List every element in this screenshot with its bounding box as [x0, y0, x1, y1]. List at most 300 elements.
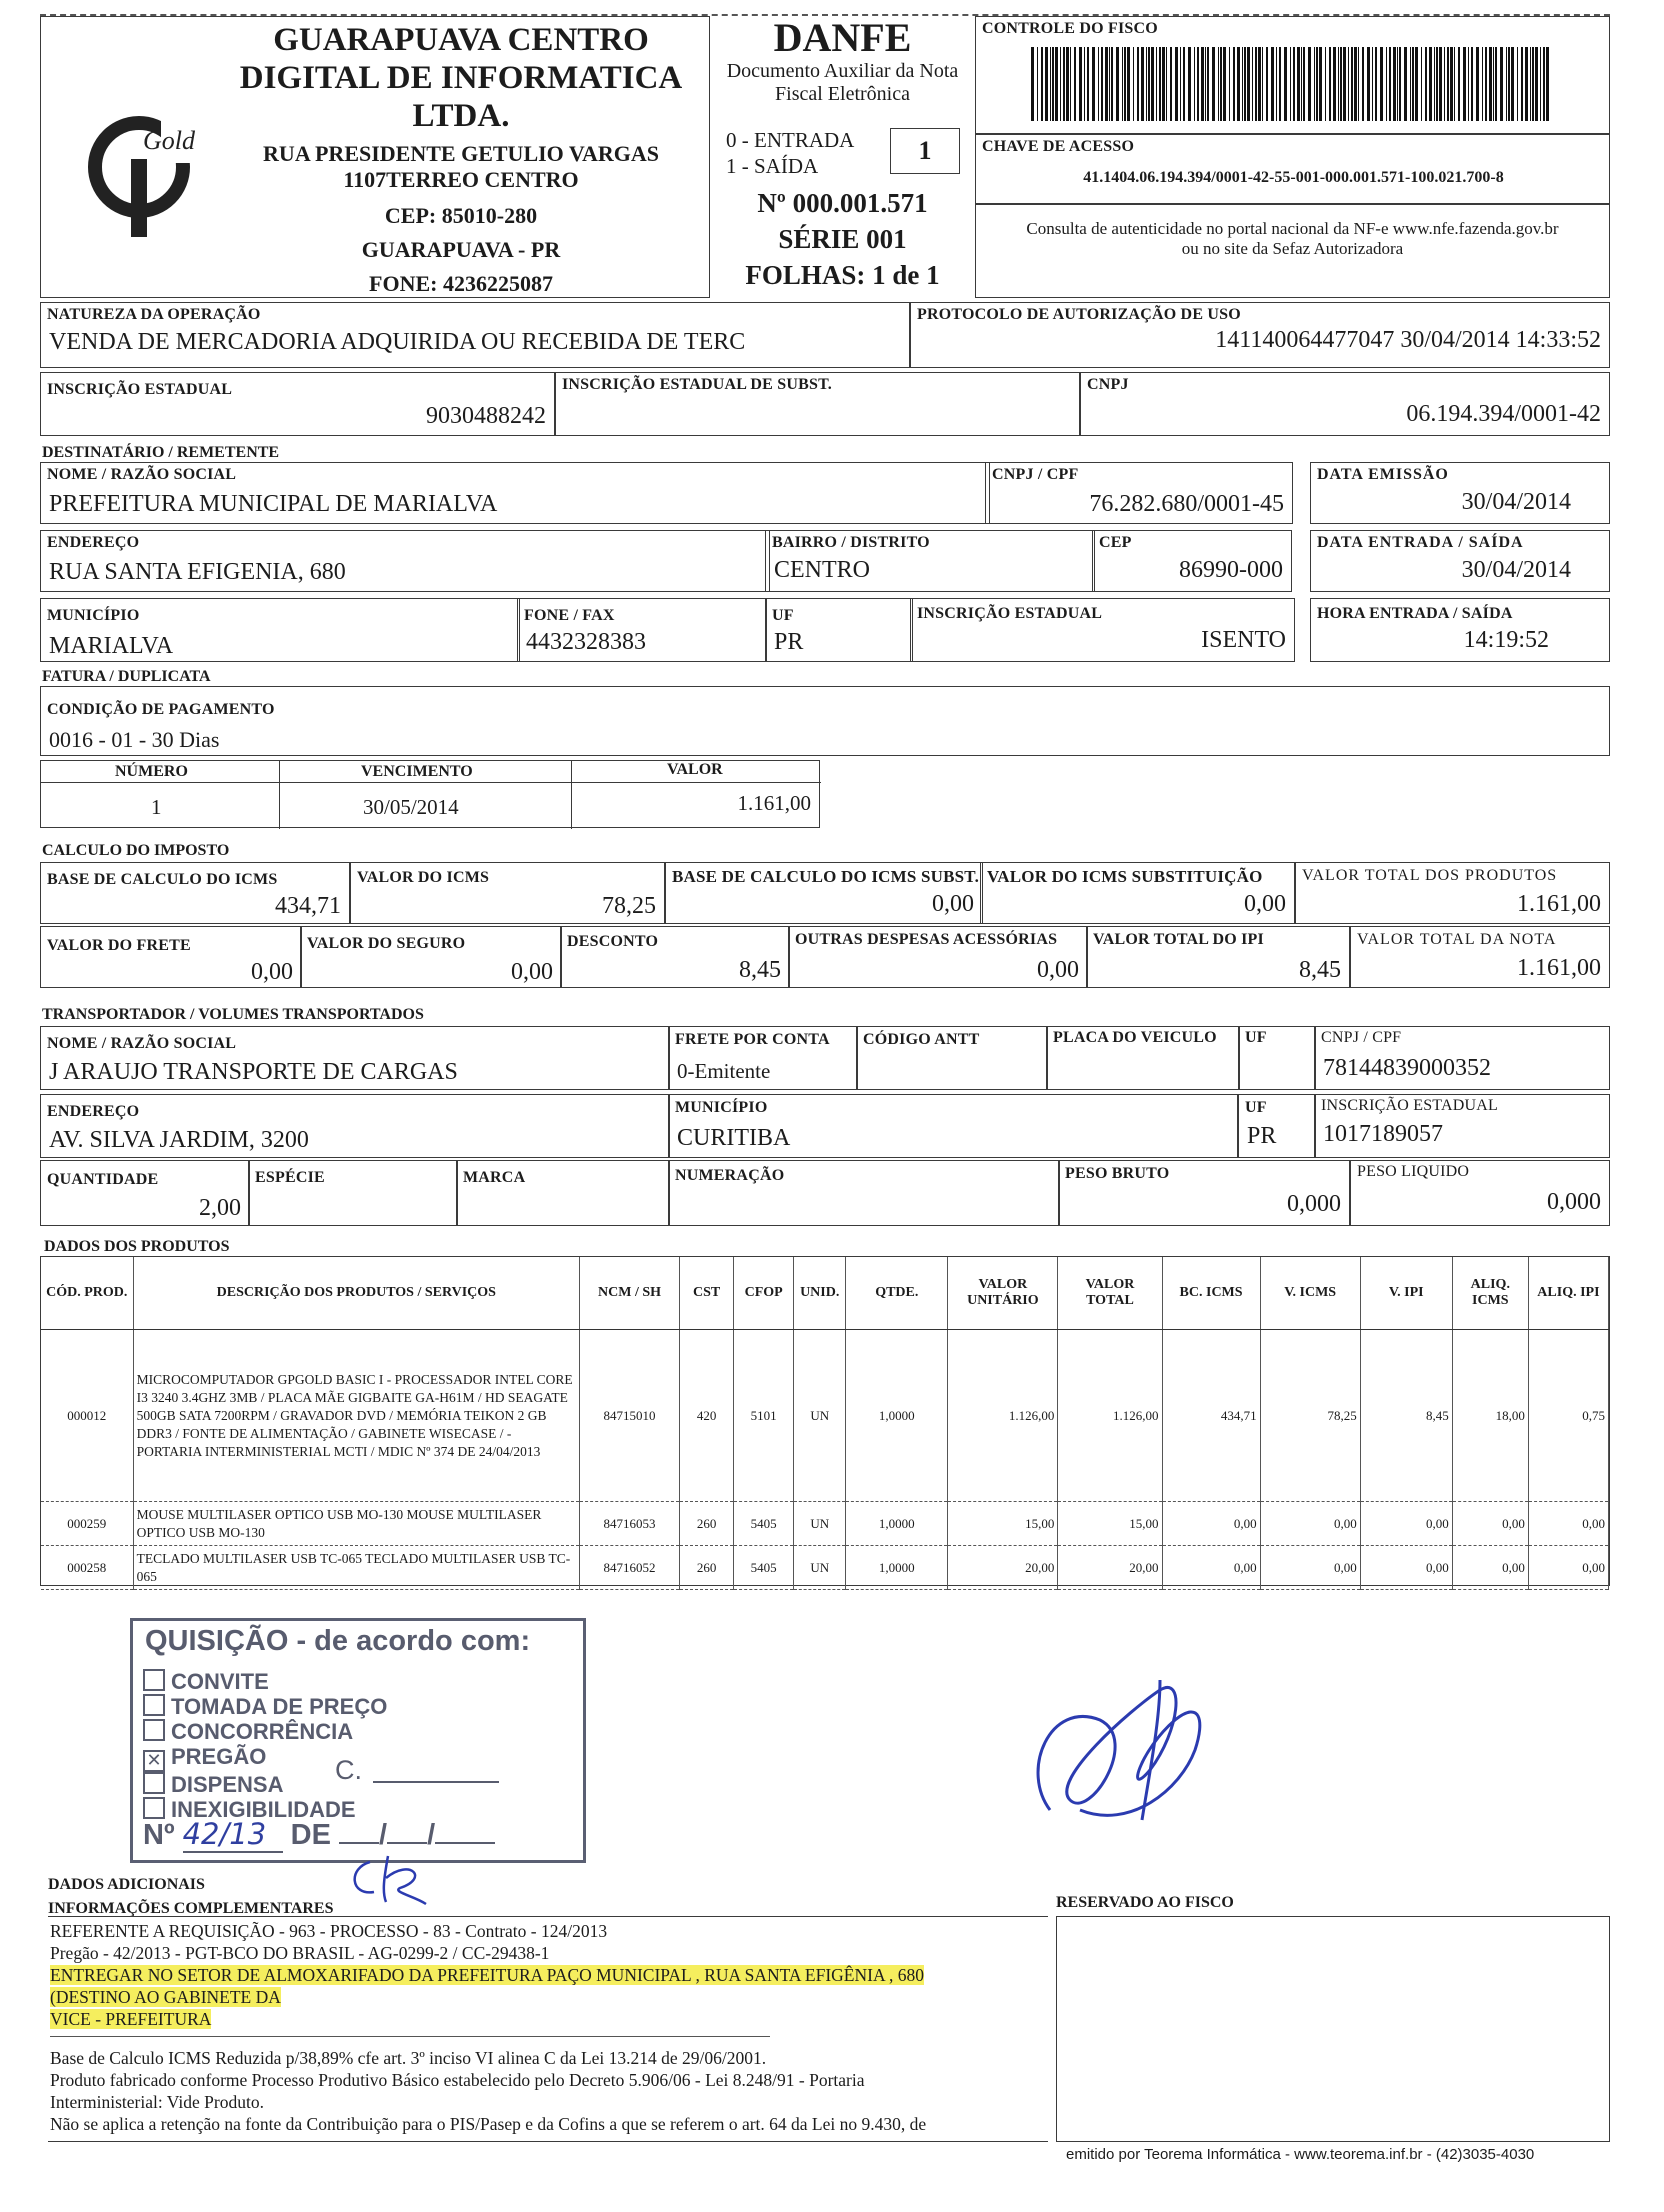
ie-box [40, 372, 555, 436]
total-prod-value: 1.161,00 [1517, 891, 1601, 917]
barcode-bar [1506, 47, 1507, 121]
barcode-bar [1124, 47, 1126, 121]
dest-nome-label: NOME / RAZÃO SOCIAL [47, 466, 237, 483]
barcode-bar [1489, 47, 1492, 121]
info-line-7: Produto fabricado conforme Processo Produtivo Básico estabelecido pelo Decreto 5.906/06 - Lei 8.248/91 - Portaria [50, 2070, 865, 2090]
barcode-bar [1314, 47, 1315, 121]
barcode-bar [1151, 47, 1154, 121]
company-name-3: LTDA. [412, 98, 510, 134]
barcode-bar [1434, 47, 1435, 121]
barcode-bar [1070, 47, 1071, 121]
table-cell: 1,0000 [846, 1330, 948, 1502]
table-cell: 84716053 [580, 1502, 680, 1546]
valor-icms-box [350, 862, 665, 924]
barcode-bar [1297, 47, 1300, 121]
dest-bairro-value: CENTRO [774, 557, 870, 583]
table-cell: 0,00 [1528, 1546, 1608, 1590]
total-nota-label: VALOR TOTAL DA NOTA [1357, 931, 1557, 948]
info-complementares-label: INFORMAÇÕES COMPLEMENTARES [48, 1900, 334, 1917]
transp-especie-box [248, 1160, 458, 1226]
danfe-type-box [890, 128, 960, 174]
barcode-bar [1170, 47, 1172, 121]
produtos-header-cell: VALOR TOTAL [1058, 1257, 1162, 1330]
info-line-5: VICE - PREFEITURA [50, 2009, 212, 2029]
barcode-bar [1233, 47, 1235, 121]
emitido-por-footer: emitido por Teorema Informática - www.teorema.inf.br - (42)3035-4030 [1066, 2146, 1535, 2163]
checked-box-icon: ✕ [143, 1750, 165, 1772]
table-cell: 8,45 [1360, 1330, 1452, 1502]
table-cell: 20,00 [948, 1546, 1058, 1590]
barcode-bar [1133, 47, 1134, 121]
dest-hora-value: 14:19:52 [1463, 627, 1549, 653]
produtos-header-cell: QTDE. [846, 1257, 948, 1330]
barcode-bar [1207, 47, 1209, 121]
transp-marca-box [456, 1160, 670, 1226]
seguro-value: 0,00 [511, 959, 553, 985]
table-cell: UN [794, 1502, 846, 1546]
barcode-bar [1159, 47, 1161, 121]
fatura-cond-label: CONDIÇÃO DE PAGAMENTO [47, 701, 275, 718]
barcode-bar [1454, 47, 1455, 121]
transp-uf2-box [1238, 1094, 1316, 1158]
barcode-bar [1530, 47, 1531, 121]
consulta-line-2: ou no site da Sefaz Autorizadora [1181, 239, 1404, 258]
dest-nome-box [40, 462, 990, 524]
transp-ie-value: 1017189057 [1323, 1121, 1443, 1147]
dest-emissao-value: 30/04/2014 [1461, 489, 1571, 515]
transp-municipio-label: MUNICÍPIO [675, 1099, 768, 1116]
transp-uf-label: UF [1245, 1029, 1267, 1046]
produtos-header-cell: ALIQ. ICMS [1452, 1257, 1528, 1330]
transp-placa-box [1046, 1026, 1240, 1090]
transp-liquido-value: 0,000 [1547, 1189, 1601, 1215]
table-cell: 5101 [734, 1330, 794, 1502]
produtos-table [41, 1257, 1609, 1590]
dest-fone-label: FONE / FAX [524, 607, 615, 624]
barcode-bar [1031, 47, 1034, 121]
dest-ie-value: ISENTO [1201, 627, 1286, 653]
natureza-value: VENDA DE MERCADORIA ADQUIRIDA OU RECEBIDA DE TERC [49, 329, 746, 355]
barcode-bar [1194, 47, 1195, 121]
barcode-bar [1242, 47, 1243, 121]
dest-cnpj-box [985, 462, 1293, 524]
base-icms-box [40, 862, 350, 924]
barcode-bar [1258, 47, 1261, 121]
barcode-bar [1397, 47, 1398, 121]
barcode-bar [1109, 47, 1110, 121]
stamp-de-label: DE [290, 1819, 331, 1851]
table-cell: 0,75 [1528, 1330, 1608, 1502]
produtos-header-cell: NCM / SH [580, 1257, 680, 1330]
barcode-bar [1116, 47, 1119, 121]
chave-acesso-box [975, 134, 1610, 204]
fatura-valor-value: 1.161,00 [737, 791, 811, 815]
fatura-cond-value: 0016 - 01 - 30 Dias [49, 727, 220, 752]
table-row [41, 1502, 1609, 1546]
table-cell: 15,00 [1058, 1502, 1162, 1546]
dest-uf-value: PR [774, 629, 804, 655]
natureza-label: NATUREZA DA OPERAÇÃO [47, 306, 261, 323]
barcode-bar [1045, 47, 1048, 121]
barcode-bar [1218, 47, 1219, 121]
barcode-bar [1386, 47, 1387, 121]
transp-nome-value: J ARAUJO TRANSPORTE DE CARGAS [49, 1059, 458, 1085]
dest-municipio-box [40, 598, 520, 662]
table-cell: 5405 [734, 1502, 794, 1546]
barcode-bar [1244, 47, 1246, 121]
dest-municipio-value: MARIALVA [49, 633, 174, 659]
protocolo-label: PROTOCOLO DE AUTORIZAÇÃO DE USO [917, 306, 1241, 323]
danfe-subtitle-1: Documento Auxiliar da Nota [726, 60, 959, 82]
emitter-box [40, 16, 710, 298]
stamp-option-label: CONCORRÊNCIA [171, 1719, 354, 1744]
produtos-header-cell: V. IPI [1360, 1257, 1452, 1330]
barcode-bar [1482, 47, 1483, 121]
dest-nome-value: PREFEITURA MUNICIPAL DE MARIALVA [49, 491, 498, 517]
dest-endereco-value: RUA SANTA EFIGENIA, 680 [49, 559, 346, 585]
table-cell: 5405 [734, 1546, 794, 1590]
info-line-1: REFERENTE A REQUISIÇÃO - 963 - PROCESSO - 83 - Contrato - 124/2013 [50, 1921, 608, 1941]
fatura-valor-label: VALOR [667, 761, 723, 778]
initials-icon [340, 1848, 430, 1908]
seguro-box [300, 926, 562, 988]
stamp-option-label: CONVITE [171, 1669, 269, 1694]
ipi-label: VALOR TOTAL DO IPI [1093, 931, 1264, 948]
frete-label: VALOR DO FRETE [47, 937, 191, 954]
barcode-bar [1183, 47, 1185, 121]
transp-frete-value: 0-Emitente [677, 1059, 771, 1083]
transp-qtd-label: QUANTIDADE [47, 1171, 159, 1188]
checkbox-icon [143, 1669, 165, 1691]
cnpj-emit-box [1080, 372, 1610, 436]
barcode-bar [1495, 47, 1497, 121]
table-cell: 1.126,00 [948, 1330, 1058, 1502]
base-icms-label: BASE DE CALCULO DO ICMS [47, 871, 278, 888]
barcode-bar [1500, 47, 1503, 121]
barcode-bar [1166, 47, 1167, 121]
transp-liquido-label: PESO LIQUIDO [1357, 1163, 1470, 1180]
barcode-bar [1197, 47, 1199, 121]
barcode-bar [1290, 47, 1291, 121]
produtos-header-cell: ALIQ. IPI [1528, 1257, 1608, 1330]
table-cell: 0,00 [1452, 1546, 1528, 1590]
barcode-bar [1546, 47, 1549, 121]
table-cell: 1.126,00 [1058, 1330, 1162, 1502]
barcode-bar [1052, 47, 1054, 121]
stamp-c-line [373, 1781, 499, 1783]
stamp-options [143, 1669, 387, 1822]
danfe-box [710, 16, 975, 298]
barcode-bar [1325, 47, 1326, 121]
barcode-bar [1188, 47, 1191, 121]
company-phone: FONE: 4236225087 [369, 271, 553, 296]
dest-bairro-box [765, 530, 1095, 592]
table-cell: 1,0000 [846, 1546, 948, 1590]
gold-logo-icon [71, 97, 211, 237]
barcode-bar [1458, 47, 1460, 121]
frete-box [40, 926, 302, 988]
base-icms-value: 434,71 [275, 893, 341, 919]
barcode-bar [1375, 47, 1377, 121]
transp-bruto-label: PESO BRUTO [1065, 1165, 1170, 1182]
desconto-label: DESCONTO [567, 933, 659, 950]
dest-fone-value: 4432328383 [526, 629, 646, 655]
protocolo-value: 141140064477047 30/04/2014 14:33:52 [1215, 327, 1601, 353]
transp-endereco-box [40, 1094, 670, 1158]
table-cell: 000259 [41, 1502, 133, 1546]
produtos-header-row [41, 1257, 1609, 1330]
table-cell: UN [794, 1546, 846, 1590]
company-cep: CEP: 85010-280 [384, 203, 538, 228]
info-line-6: Base de Calculo ICMS Reduzida p/38,89% cfe art. 3º inciso VI alinea C da Lei 13.214 de 29/06/2001. [50, 2048, 767, 2068]
barcode-bar [1535, 47, 1538, 121]
barcode-bar [1410, 47, 1411, 121]
stamp-option-label: TOMADA DE PREÇO [171, 1694, 388, 1719]
barcode-bar [1415, 47, 1418, 121]
consulta-box [975, 204, 1610, 298]
stamp-option-label: PREGÃO [171, 1744, 267, 1769]
barcode-bar [1436, 47, 1438, 121]
barcode-bar [1055, 47, 1058, 121]
transp-bruto-value: 0,000 [1287, 1191, 1341, 1217]
consulta-line-1: Consulta de autenticidade no portal nacional da NF-e www.nfe.fazenda.gov.br [1026, 219, 1559, 238]
transp-frete-label: FRETE POR CONTA [675, 1031, 830, 1048]
dest-endereco-label: ENDEREÇO [47, 534, 140, 551]
transp-antt-label: CÓDIGO ANTT [863, 1031, 980, 1048]
fatura-venc-label: VENCIMENTO [361, 763, 473, 780]
barcode-bar [1425, 47, 1427, 121]
fatura-dup-box [40, 760, 820, 828]
barcode-bar [1340, 47, 1342, 121]
table-cell: TECLADO MULTILASER USB TC-065 TECLADO MULTILASER USB TC-065 [133, 1546, 579, 1590]
barcode-bar [1389, 47, 1391, 121]
barcode-bar [1308, 47, 1311, 121]
transp-numeracao-label: NUMERAÇÃO [675, 1167, 785, 1184]
danfe-folhas: FOLHAS: 1 de 1 [745, 260, 940, 290]
barcode-bar [1050, 47, 1051, 121]
imposto-section: CALCULO DO IMPOSTO [42, 842, 230, 859]
barcode-bar [1343, 47, 1346, 121]
stamp-option [143, 1694, 387, 1719]
danfe-type-value: 1 [918, 136, 932, 165]
barcode-bar [1223, 47, 1226, 121]
barcode-bar [1122, 47, 1123, 121]
barcode-bar [1333, 47, 1336, 121]
outras-box [788, 926, 1088, 988]
controle-fisco-label: CONTROLE DO FISCO [982, 20, 1158, 37]
barcode-bar [1148, 47, 1150, 121]
ie-label: INSCRIÇÃO ESTADUAL [47, 381, 233, 398]
transp-endereco-value: AV. SILVA JARDIM, 3200 [49, 1127, 309, 1153]
table-cell: 20,00 [1058, 1546, 1162, 1590]
destinatario-section: DESTINATÁRIO / REMETENTE [42, 444, 280, 461]
valor-icms-value: 78,25 [602, 893, 656, 919]
ipi-value: 8,45 [1299, 957, 1341, 983]
stamp-option [143, 1669, 387, 1694]
transp-nome-box [40, 1026, 670, 1090]
stamp-option-label: INEXIGIBILIDADE [171, 1797, 356, 1822]
barcode-bar [1229, 47, 1230, 121]
barcode-bar [1485, 47, 1487, 121]
table-cell: 0,00 [1162, 1502, 1260, 1546]
danfe-saida: 1 - SAÍDA [726, 154, 819, 178]
dest-entrada-label: DATA ENTRADA / SAÍDA [1317, 534, 1524, 551]
barcode-bar [1084, 47, 1085, 121]
barcode-bar [1252, 47, 1253, 121]
dest-municipio-label: MUNICÍPIO [47, 607, 140, 624]
barcode-bar [1412, 47, 1414, 121]
transp-ie-label: INSCRIÇÃO ESTADUAL [1321, 1097, 1498, 1114]
barcode-bar [1284, 47, 1287, 121]
barcode-bar [1180, 47, 1181, 121]
dest-bairro-label: BAIRRO / DISTRITO [772, 534, 930, 551]
dest-cnpj-label: CNPJ / CPF [992, 466, 1079, 483]
table-cell: 0,00 [1452, 1502, 1528, 1546]
produtos-header-cell: DESCRIÇÃO DOS PRODUTOS / SERVIÇOS [133, 1257, 579, 1330]
danfe-title: DANFE [773, 15, 912, 60]
transp-ie-box [1314, 1094, 1610, 1158]
table-row [41, 1546, 1609, 1590]
barcode-bar [1279, 47, 1281, 121]
table-cell: 78,25 [1260, 1330, 1360, 1502]
outras-label: OUTRAS DESPESAS ACESSÓRIAS [795, 931, 1058, 948]
barcode-bar [1316, 47, 1318, 121]
transp-qtd-value: 2,00 [199, 1195, 241, 1221]
table-cell: 434,71 [1162, 1330, 1260, 1502]
company-address-1: RUA PRESIDENTE GETULIO VARGAS [263, 141, 659, 166]
table-cell: 000012 [41, 1330, 133, 1502]
total-prod-box [1295, 862, 1610, 924]
produtos-header-cell: UNID. [794, 1257, 846, 1330]
barcode-bar [1404, 47, 1407, 121]
chave-acesso-value: 41.1404.06.194.394/0001-42-55-001-000.001.571-100.021.700-8 [1083, 169, 1504, 186]
barcode-bar [1137, 47, 1139, 121]
transp-liquido-box [1350, 1160, 1610, 1226]
barcode-bar [1074, 47, 1076, 121]
barcode-bar [1471, 47, 1473, 121]
dest-hora-box [1310, 598, 1610, 662]
barcode-bar [1450, 47, 1453, 121]
base-subst-box [665, 862, 983, 924]
dest-uf-box [765, 598, 913, 662]
barcode-bar [1338, 47, 1339, 121]
dest-ie-box [910, 598, 1295, 662]
barcode-bar [1060, 47, 1061, 121]
barcode-bar [1092, 47, 1095, 121]
company-logo [71, 97, 211, 237]
barcode-bar [1156, 47, 1157, 121]
barcode-bar [1348, 47, 1349, 121]
company-city: GUARAPUAVA - PR [361, 237, 561, 262]
total-nota-value: 1.161,00 [1517, 955, 1601, 981]
info-line-2: Pregão - 42/2013 - PGT-BCO DO BRASIL - AG-0299-2 / CC-29438-1 [50, 1943, 550, 1963]
produtos-header-cell: CÓD. PROD. [41, 1257, 133, 1330]
produtos-header-cell: VALOR UNITÁRIO [948, 1257, 1058, 1330]
barcode-bar [1319, 47, 1322, 121]
table-cell: UN [794, 1330, 846, 1502]
fatura-cond-box [40, 686, 1610, 756]
info-line-4: (DESTINO AO GABINETE DA [50, 1987, 281, 2007]
base-subst-label: BASE DE CALCULO DO ICMS SUBST. [672, 867, 980, 886]
company-name-1: GUARAPUAVA CENTRO [273, 22, 649, 58]
produtos-section: DADOS DOS PRODUTOS [44, 1238, 230, 1255]
table-cell: MOUSE MULTILASER OPTICO USB MO-130 MOUSE MULTILASER OPTICO USB MO-130 [133, 1502, 579, 1546]
barcode-bar [1175, 47, 1178, 121]
checkbox-icon [143, 1772, 165, 1794]
company-name-2: DIGITAL DE INFORMATICA [239, 60, 683, 96]
dest-uf-label: UF [772, 607, 794, 624]
barcode-bar [1351, 47, 1353, 121]
icms-subst-label: VALOR DO ICMS SUBSTITUIÇÃO [987, 867, 1263, 886]
barcode-bar [1063, 47, 1065, 121]
barcode-bar [1476, 47, 1479, 121]
barcode-bar [1444, 47, 1445, 121]
transp-cnpj-box [1314, 1026, 1610, 1090]
table-cell: 0,00 [1260, 1502, 1360, 1546]
transp-uf-box [1238, 1026, 1316, 1090]
barcode-bar [1105, 47, 1108, 121]
barcode-icon [1031, 47, 1551, 121]
barcode-bar [1354, 47, 1357, 121]
barcode-bar [1393, 47, 1396, 121]
barcode-bar [1372, 47, 1373, 121]
requisicao-stamp [130, 1618, 586, 1863]
table-cell: MICROCOMPUTADOR GPGOLD BASIC I - PROCESSADOR INTEL CORE I3 3240 3.4GHZ 3MB / PLACA MÃE GIGBAITE GA-H61M / HD SEAGATE 500GB SATA 7200RPM / GRAVADOR DVD / MEMÓRIA TEIKON 2 GB DDR3 / FONTE DE ALIMENTAÇÃO / GABINETE WISECASE / - PORTARIA INTERMINISTERIAL MCTI / MDIC Nº 374 DE 24/04/2013 [133, 1330, 579, 1502]
table-cell: 15,00 [948, 1502, 1058, 1546]
dest-emissao-label: DATA EMISSÃO [1317, 466, 1449, 483]
danfe-subtitle-2: Fiscal Eletrônica [775, 83, 910, 105]
barcode-bar [1517, 47, 1518, 121]
produtos-header-cell: CFOP [734, 1257, 794, 1330]
table-cell: 000258 [41, 1546, 133, 1590]
chave-acesso-label: CHAVE DE ACESSO [982, 138, 1135, 155]
logo-text: Gold [143, 126, 195, 155]
fatura-numero-value: 1 [151, 795, 162, 819]
table-cell: 18,00 [1452, 1330, 1528, 1502]
barcode-bar [1212, 47, 1215, 121]
produtos-header-cell: V. ICMS [1260, 1257, 1360, 1330]
icms-subst-box [980, 862, 1295, 924]
dest-emissao-box [1310, 462, 1610, 524]
cnpj-emit-label: CNPJ [1087, 376, 1129, 393]
barcode-bar [1511, 47, 1514, 121]
transp-endereco-label: ENDEREÇO [47, 1103, 140, 1120]
total-prod-label: VALOR TOTAL DOS PRODUTOS [1302, 867, 1558, 884]
stamp-title: QUISIÇÃO - de acordo com: [145, 1625, 531, 1657]
icms-subst-value: 0,00 [1244, 891, 1286, 917]
barcode-bar [1127, 47, 1130, 121]
barcode-bar [1111, 47, 1113, 121]
desconto-box [560, 926, 790, 988]
checkbox-icon [143, 1719, 165, 1741]
table-cell: 260 [680, 1546, 734, 1590]
dest-fone-box [517, 598, 767, 662]
barcode-bar [1066, 47, 1069, 121]
barcode-bar [1508, 47, 1510, 121]
barcode-bar [1162, 47, 1165, 121]
barcode-bar [1301, 47, 1302, 121]
barcode-bar [1525, 47, 1528, 121]
barcode-bar [1247, 47, 1250, 121]
valor-icms-label: VALOR DO ICMS [357, 869, 490, 886]
barcode-bar [1303, 47, 1305, 121]
barcode-bar [1041, 47, 1043, 121]
dest-cnpj-value: 76.282.680/0001-45 [1089, 491, 1284, 517]
barcode-bar [1205, 47, 1206, 121]
dest-endereco-box [40, 530, 770, 592]
barcode-bar [1266, 47, 1268, 121]
barcode-bar [1293, 47, 1295, 121]
